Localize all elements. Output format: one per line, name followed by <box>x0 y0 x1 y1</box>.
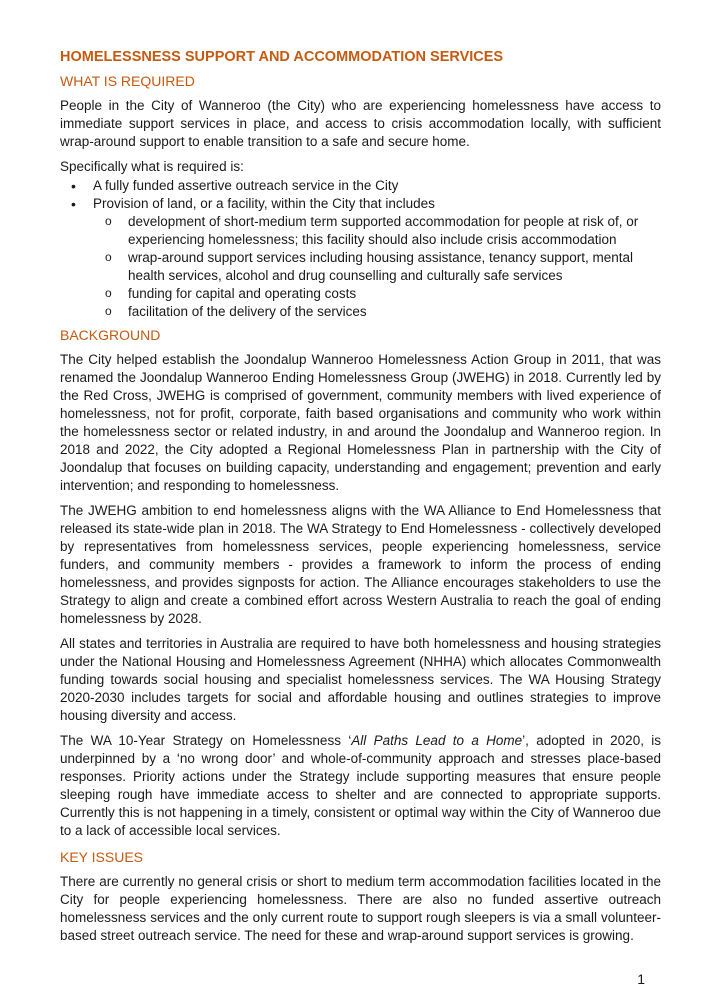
document-title: HOMELESSNESS SUPPORT AND ACCOMMODATION SERVICES <box>60 49 504 65</box>
sub-bullet-item: o wrap-around support services including housing assistance, tenancy support, mental health services, alcohol and drug counselling and culturally safe services <box>93 249 661 285</box>
strategy-title-italic: All Paths Lead to a Home <box>351 733 523 748</box>
document-content <box>60 47 661 952</box>
sub-bullet-item: o facilitation of the delivery of the services <box>93 303 661 321</box>
bullet-item <box>60 195 661 321</box>
heading-key-issues: KEY ISSUES <box>60 849 144 865</box>
heading-background: BACKGROUND <box>60 327 161 343</box>
key-issues-paragraph: There are currently no general crisis or short to medium term accommodation facilities located in the City for people experiencing homelessness. There are also no funded assertive outreach homelessness services and the only current route to support rough sleepers is via a small volunteer-based street outreach service. The need for these and wrap-around support services is growing. <box>60 874 661 943</box>
required-paragraph: People in the City of Wanneroo (the City) who are experiencing homelessness have access to immediate support services in place, and access to crisis accommodation locally, with sufficient wrap-around support to enable transition to a safe and secure home. <box>60 98 661 149</box>
sub-bullet-item: o development of short-medium term supported accommodation for people at risk of, or experiencing homelessness; this facility should also include crisis accommodation <box>93 213 661 249</box>
background-paragraph-1: The City helped establish the Joondalup Wanneroo Homelessness Action Group in 2011, that was renamed the Joondalup Wanneroo Ending Homelessness Group (JWEHG) in 2018. Currently led by the Red Cross, JWEHG is comprised of government, community members with lived experience of homelessness, not for profit, corporate, faith based organisations and community who work within the homelessness sector or related industry, in and around the Joondalup and Wanneroo region. In 2018 and 2022, the City adopted a Regional Homelessness Plan in partnership with the City of Joondalup that focuses on building capacity, understanding and engagement; prevention and early intervention; and responding to homelessness. <box>60 352 661 493</box>
heading-what-is-required: WHAT IS REQUIRED <box>60 73 195 89</box>
page-number: 1 <box>637 971 645 987</box>
bullet-text: A fully funded assertive outreach service in the City <box>93 178 399 193</box>
sub-bullet-list <box>93 213 661 321</box>
p4-start: The WA 10-Year Strategy on Homelessness ‘ <box>60 733 352 748</box>
bullet-text: Provision of land, or a facility, within the City that includes <box>93 196 435 211</box>
required-intro: Specifically what is required is: <box>60 159 244 174</box>
bullet-item <box>60 177 661 195</box>
background-paragraph-4 <box>60 732 661 840</box>
required-bullet-list <box>60 177 661 321</box>
sub-bullet-item: o funding for capital and operating costs <box>93 285 661 303</box>
background-paragraph-2: The JWEHG ambition to end homelessness aligns with the WA Alliance to End Homelessness that released its state-wide plan in 2018. The WA Strategy to End Homelessness - collectively developed by representatives from homelessness services, people experiencing homelessness, service funders, and community members - provides a framework to inform the process of ending homelessness, and provides signposts for action. The Alliance encourages stakeholders to use the Strategy to align and create a combined effort across Western Australia to reach the goal of ending homelessness by 2028. <box>60 503 661 626</box>
background-paragraph-3: All states and territories in Australia are required to have both homelessness and housing strategies under the National Housing and Homelessness Agreement (NHHA) which allocates Commonwealth funding towards social housing and specialist homelessness services. The WA Housing Strategy 2020-2030 includes targets for social and affordable housing and outlines strategies to improve housing diversity and access. <box>60 636 661 723</box>
p4-rest: ’, adopted in 2020, is underpinned by a ‘no wrong door’ and whole-of-community approach and stresses place-based responses. Priority actions under the Strategy include supporting measures that ensure people sleeping rough have immediate access to shelter and are connected to appropriate supports. Currently this is not happening in a timely, consistent or optimal way within the City of Wanneroo due to a lack of accessible local services. <box>60 733 662 838</box>
